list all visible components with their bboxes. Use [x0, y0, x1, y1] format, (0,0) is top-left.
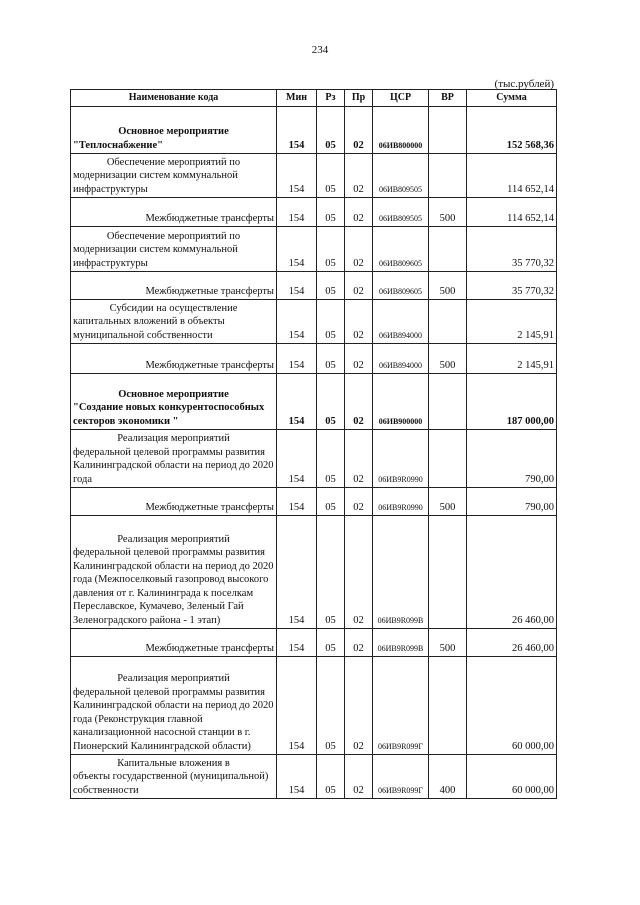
- row-min: 154: [277, 629, 317, 657]
- row-csr: 06ИВ809605: [373, 272, 429, 300]
- row-vr: [429, 107, 467, 154]
- row-min: 154: [277, 516, 317, 629]
- row-vr: 500: [429, 344, 467, 374]
- row-pr: 02: [345, 344, 373, 374]
- page-number: 234: [311, 44, 329, 56]
- budget-table: [70, 89, 557, 799]
- row-sum: 26 460,00: [467, 629, 557, 657]
- row-csr: 06ИВ9R099Г: [373, 755, 429, 799]
- row-name: Обеспечение мероприятий по модернизации систем коммунальной инфраструктуры: [71, 227, 277, 272]
- row-name: Капитальные вложения в объекты государственной (муниципальной) собственности: [71, 755, 277, 799]
- row-rz: 05: [317, 374, 345, 430]
- row-min: 154: [277, 344, 317, 374]
- row-pr: 02: [345, 488, 373, 516]
- row-min: 154: [277, 154, 317, 198]
- row-name: Межбюджетные трансферты: [71, 488, 277, 516]
- row-min: 154: [277, 300, 317, 344]
- row-sum: 26 460,00: [467, 516, 557, 629]
- row-pr: 02: [345, 107, 373, 154]
- row-sum: 2 145,91: [467, 344, 557, 374]
- row-name: Межбюджетные трансферты: [71, 344, 277, 374]
- row-rz: 05: [317, 657, 345, 755]
- row-name: Реализация мероприятий федеральной целевой программы развития Калининградской области на период до 2020 года: [71, 430, 277, 488]
- row-min: 154: [277, 755, 317, 799]
- header-csr: ЦСР: [373, 90, 429, 107]
- row-min: 154: [277, 374, 317, 430]
- row-csr: 06ИВ9R099В: [373, 629, 429, 657]
- row-csr: 06ИВ894000: [373, 300, 429, 344]
- row-csr: 06ИВ9R0990: [373, 488, 429, 516]
- row-min: 154: [277, 107, 317, 154]
- table-row: [71, 300, 557, 344]
- row-vr: 500: [429, 272, 467, 300]
- row-vr: [429, 374, 467, 430]
- row-csr: 06ИВ9R0990: [373, 430, 429, 488]
- row-pr: 02: [345, 755, 373, 799]
- row-rz: 05: [317, 755, 345, 799]
- row-vr: 400: [429, 755, 467, 799]
- row-pr: 02: [345, 272, 373, 300]
- row-csr: 06ИВ900000: [373, 374, 429, 430]
- row-pr: 02: [345, 430, 373, 488]
- row-min: 154: [277, 430, 317, 488]
- table-row: [71, 516, 557, 629]
- row-sum: 114 652,14: [467, 198, 557, 227]
- table-row: [71, 629, 557, 657]
- row-rz: 05: [317, 300, 345, 344]
- row-sum: 35 770,32: [467, 272, 557, 300]
- row-vr: 500: [429, 629, 467, 657]
- row-min: 154: [277, 488, 317, 516]
- row-name: Межбюджетные трансферты: [71, 272, 277, 300]
- table-row: [71, 374, 557, 430]
- row-rz: 05: [317, 198, 345, 227]
- row-name: Реализация мероприятий федеральной целевой программы развития Калининградской области на период до 2020 года (Межпоселковый газопровод высокого давления от г. Калининграда к поселкам Переславское, Кумачево, Зеленый Гай Зеленоградского района - 1 этап): [71, 516, 277, 629]
- row-vr: 500: [429, 488, 467, 516]
- header-name: Наименование кода: [71, 90, 277, 107]
- table-row: [71, 198, 557, 227]
- header-vr: ВР: [429, 90, 467, 107]
- row-pr: 02: [345, 227, 373, 272]
- row-vr: [429, 154, 467, 198]
- table-header-row: [71, 90, 557, 107]
- row-csr: 06ИВ800000: [373, 107, 429, 154]
- row-name: Реализация мероприятий федеральной целевой программы развития Калининградской области на период до 2020 года (Реконструкция главной канализационной насосной станции в г. Пионерский Калининградской области): [71, 657, 277, 755]
- row-min: 154: [277, 272, 317, 300]
- row-name: Обеспечение мероприятий по модернизации систем коммунальной инфраструктуры: [71, 154, 277, 198]
- row-vr: [429, 430, 467, 488]
- row-rz: 05: [317, 154, 345, 198]
- header-rz: Рз: [317, 90, 345, 107]
- row-pr: 02: [345, 516, 373, 629]
- row-csr: 06ИВ9R099Г: [373, 657, 429, 755]
- row-rz: 05: [317, 629, 345, 657]
- row-vr: [429, 227, 467, 272]
- row-rz: 05: [317, 430, 345, 488]
- row-csr: 06ИВ809605: [373, 227, 429, 272]
- table-row: [71, 107, 557, 154]
- table-row: [71, 430, 557, 488]
- row-name: Субсидии на осуществление капитальных вложений в объекты муниципальной собственности: [71, 300, 277, 344]
- row-name: Основное мероприятие "Создание новых конкурентоспособных секторов экономики ": [71, 374, 277, 430]
- row-rz: 05: [317, 272, 345, 300]
- header-sum: Сумма: [467, 90, 557, 107]
- row-vr: [429, 300, 467, 344]
- row-name: Основное мероприятие "Теплоснабжение": [71, 107, 277, 154]
- row-csr: 06ИВ9R099В: [373, 516, 429, 629]
- row-sum: 114 652,14: [467, 154, 557, 198]
- header-min: Мин: [277, 90, 317, 107]
- row-rz: 05: [317, 107, 345, 154]
- row-sum: 60 000,00: [467, 755, 557, 799]
- row-csr: 06ИВ894000: [373, 344, 429, 374]
- row-min: 154: [277, 198, 317, 227]
- table-row: [71, 488, 557, 516]
- row-min: 154: [277, 657, 317, 755]
- row-pr: 02: [345, 374, 373, 430]
- row-sum: 152 568,36: [467, 107, 557, 154]
- table-row: [71, 272, 557, 300]
- table-row: [71, 657, 557, 755]
- row-name: Межбюджетные трансферты: [71, 629, 277, 657]
- row-sum: 2 145,91: [467, 300, 557, 344]
- row-sum: 790,00: [467, 488, 557, 516]
- row-csr: 06ИВ809505: [373, 154, 429, 198]
- row-pr: 02: [345, 198, 373, 227]
- row-sum: 790,00: [467, 430, 557, 488]
- row-rz: 05: [317, 344, 345, 374]
- header-pr: Пр: [345, 90, 373, 107]
- row-rz: 05: [317, 227, 345, 272]
- row-sum: 187 000,00: [467, 374, 557, 430]
- row-rz: 05: [317, 488, 345, 516]
- row-sum: 35 770,32: [467, 227, 557, 272]
- row-name: Межбюджетные трансферты: [71, 198, 277, 227]
- table-row: [71, 227, 557, 272]
- row-pr: 02: [345, 629, 373, 657]
- row-csr: 06ИВ809505: [373, 198, 429, 227]
- table-row: [71, 344, 557, 374]
- row-rz: 05: [317, 516, 345, 629]
- row-vr: 500: [429, 198, 467, 227]
- row-pr: 02: [345, 657, 373, 755]
- row-vr: [429, 516, 467, 629]
- row-pr: 02: [345, 154, 373, 198]
- row-vr: [429, 657, 467, 755]
- table-row: [71, 154, 557, 198]
- row-min: 154: [277, 227, 317, 272]
- unit-label: (тыс.рублей): [494, 78, 554, 90]
- table-row: [71, 755, 557, 799]
- row-sum: 60 000,00: [467, 657, 557, 755]
- row-pr: 02: [345, 300, 373, 344]
